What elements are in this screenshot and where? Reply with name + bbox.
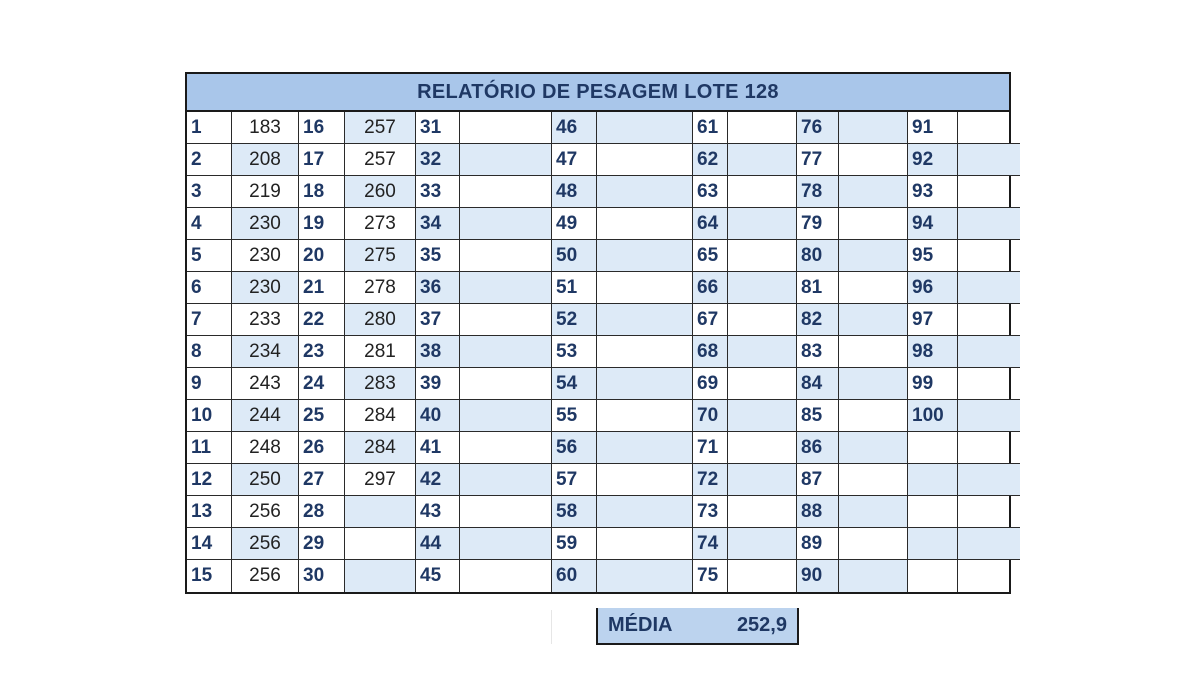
slot-number: 25	[299, 400, 345, 432]
weight-value: 230	[232, 208, 299, 240]
weight-value	[597, 432, 693, 464]
weight-value: 257	[345, 112, 416, 144]
slot-number: 76	[797, 112, 839, 144]
weight-value	[839, 336, 908, 368]
slot-number: 33	[416, 176, 460, 208]
weight-value	[597, 560, 693, 592]
weight-value	[958, 304, 1020, 336]
slot-number: 29	[299, 528, 345, 560]
weight-value	[460, 368, 552, 400]
slot-number: 10	[187, 400, 232, 432]
slot-number: 49	[552, 208, 597, 240]
slot-number: 51	[552, 272, 597, 304]
slot-number: 64	[693, 208, 728, 240]
slot-number: 7	[187, 304, 232, 336]
slot-number: 80	[797, 240, 839, 272]
report-title: RELATÓRIO DE PESAGEM LOTE 128	[187, 74, 1009, 112]
slot-number: 79	[797, 208, 839, 240]
weight-value	[597, 400, 693, 432]
average-box	[596, 608, 799, 645]
slot-number: 100	[908, 400, 958, 432]
slot-number: 4	[187, 208, 232, 240]
weight-value	[345, 528, 416, 560]
slot-number: 48	[552, 176, 597, 208]
weight-value: 248	[232, 432, 299, 464]
weight-value	[728, 304, 797, 336]
slot-number: 37	[416, 304, 460, 336]
slot-number: 72	[693, 464, 728, 496]
slot-number: 32	[416, 144, 460, 176]
weight-value	[958, 336, 1020, 368]
slot-number: 14	[187, 528, 232, 560]
weight-value	[460, 496, 552, 528]
weight-value	[597, 144, 693, 176]
weight-value	[958, 400, 1020, 432]
weighing-report-table	[185, 72, 1011, 594]
slot-number: 54	[552, 368, 597, 400]
slot-number: 8	[187, 336, 232, 368]
slot-number: 99	[908, 368, 958, 400]
weight-value	[597, 208, 693, 240]
weight-value	[345, 560, 416, 592]
weight-value: 256	[232, 560, 299, 592]
weight-value	[958, 144, 1020, 176]
weight-value: 256	[232, 528, 299, 560]
slot-number	[908, 496, 958, 528]
weight-value	[597, 176, 693, 208]
weight-value	[597, 464, 693, 496]
slot-number: 94	[908, 208, 958, 240]
divider-line	[551, 610, 552, 644]
weight-value	[597, 336, 693, 368]
slot-number: 45	[416, 560, 460, 592]
slot-number: 92	[908, 144, 958, 176]
weight-value: 284	[345, 400, 416, 432]
weight-value: 275	[345, 240, 416, 272]
weight-value	[958, 112, 1020, 144]
weight-value	[460, 144, 552, 176]
weight-value	[460, 176, 552, 208]
slot-number: 91	[908, 112, 958, 144]
slot-number: 16	[299, 112, 345, 144]
slot-number: 82	[797, 304, 839, 336]
slot-number: 39	[416, 368, 460, 400]
weight-value	[958, 368, 1020, 400]
slot-number: 15	[187, 560, 232, 592]
weight-value	[728, 112, 797, 144]
weight-value	[958, 464, 1020, 496]
weight-value	[728, 336, 797, 368]
slot-number: 55	[552, 400, 597, 432]
weight-value: 273	[345, 208, 416, 240]
slot-number	[908, 528, 958, 560]
slot-number: 28	[299, 496, 345, 528]
slot-number: 2	[187, 144, 232, 176]
weight-value	[460, 240, 552, 272]
weight-value: 219	[232, 176, 299, 208]
slot-number: 57	[552, 464, 597, 496]
slot-number: 38	[416, 336, 460, 368]
slot-number: 78	[797, 176, 839, 208]
slot-number: 17	[299, 144, 345, 176]
slot-number: 81	[797, 272, 839, 304]
slot-number: 42	[416, 464, 460, 496]
weight-value: 257	[345, 144, 416, 176]
weight-value	[460, 432, 552, 464]
slot-number: 5	[187, 240, 232, 272]
slot-number: 41	[416, 432, 460, 464]
slot-number: 18	[299, 176, 345, 208]
slot-number: 84	[797, 368, 839, 400]
weight-value	[839, 560, 908, 592]
weight-value	[958, 432, 1020, 464]
slot-number: 87	[797, 464, 839, 496]
weight-value	[728, 528, 797, 560]
slot-number: 44	[416, 528, 460, 560]
slot-number: 86	[797, 432, 839, 464]
slot-number: 75	[693, 560, 728, 592]
slot-number: 83	[797, 336, 839, 368]
weight-value	[597, 496, 693, 528]
weight-value: 183	[232, 112, 299, 144]
slot-number	[908, 464, 958, 496]
weight-value: 233	[232, 304, 299, 336]
weight-value	[839, 496, 908, 528]
slot-number: 23	[299, 336, 345, 368]
slot-number: 27	[299, 464, 345, 496]
weight-value	[597, 368, 693, 400]
weight-value	[839, 368, 908, 400]
weight-value	[460, 272, 552, 304]
slot-number: 77	[797, 144, 839, 176]
weight-value	[958, 496, 1020, 528]
weight-value	[839, 112, 908, 144]
slot-number: 96	[908, 272, 958, 304]
weight-value	[460, 304, 552, 336]
weight-value	[958, 528, 1020, 560]
weight-value	[728, 464, 797, 496]
slot-number	[908, 560, 958, 592]
weight-value	[958, 208, 1020, 240]
slot-number: 67	[693, 304, 728, 336]
weight-value	[839, 240, 908, 272]
weight-value	[839, 400, 908, 432]
weight-value: 256	[232, 496, 299, 528]
weight-value	[728, 208, 797, 240]
weight-value	[839, 432, 908, 464]
weight-value	[460, 528, 552, 560]
average-value: 252,9	[736, 614, 787, 636]
slot-number: 93	[908, 176, 958, 208]
weight-value	[839, 304, 908, 336]
slot-number: 73	[693, 496, 728, 528]
slot-number: 85	[797, 400, 839, 432]
slot-number: 20	[299, 240, 345, 272]
weight-value	[728, 432, 797, 464]
slot-number: 13	[187, 496, 232, 528]
slot-number: 46	[552, 112, 597, 144]
weight-value	[345, 496, 416, 528]
weight-value: 281	[345, 336, 416, 368]
slot-number: 66	[693, 272, 728, 304]
slot-number: 6	[187, 272, 232, 304]
weight-value	[958, 272, 1020, 304]
slot-number: 22	[299, 304, 345, 336]
slot-number: 47	[552, 144, 597, 176]
weight-value: 283	[345, 368, 416, 400]
weight-value: 234	[232, 336, 299, 368]
slot-number: 88	[797, 496, 839, 528]
slot-number: 59	[552, 528, 597, 560]
weight-value: 244	[232, 400, 299, 432]
weight-value: 278	[345, 272, 416, 304]
slot-number: 43	[416, 496, 460, 528]
weight-value	[460, 464, 552, 496]
slot-number: 53	[552, 336, 597, 368]
weight-value	[728, 240, 797, 272]
weight-value	[728, 176, 797, 208]
slot-number: 19	[299, 208, 345, 240]
weight-value	[597, 272, 693, 304]
weight-value: 297	[345, 464, 416, 496]
weight-value	[597, 528, 693, 560]
slot-number: 35	[416, 240, 460, 272]
weight-value	[460, 400, 552, 432]
weight-value	[839, 144, 908, 176]
slot-number: 31	[416, 112, 460, 144]
weight-value	[460, 560, 552, 592]
slot-number: 71	[693, 432, 728, 464]
weight-grid	[187, 112, 1009, 592]
slot-number: 60	[552, 560, 597, 592]
slot-number: 26	[299, 432, 345, 464]
slot-number: 36	[416, 272, 460, 304]
slot-number: 98	[908, 336, 958, 368]
slot-number: 34	[416, 208, 460, 240]
slot-number: 69	[693, 368, 728, 400]
slot-number: 95	[908, 240, 958, 272]
weight-value	[839, 464, 908, 496]
weight-value	[839, 272, 908, 304]
slot-number: 11	[187, 432, 232, 464]
slot-number: 1	[187, 112, 232, 144]
slot-number: 63	[693, 176, 728, 208]
slot-number: 65	[693, 240, 728, 272]
weight-value	[728, 368, 797, 400]
weight-value: 250	[232, 464, 299, 496]
weight-value: 284	[345, 432, 416, 464]
weight-value: 243	[232, 368, 299, 400]
weight-value	[460, 208, 552, 240]
weight-value	[460, 336, 552, 368]
weight-value	[839, 176, 908, 208]
slot-number: 58	[552, 496, 597, 528]
weight-value: 230	[232, 240, 299, 272]
weight-value	[728, 272, 797, 304]
weight-value	[958, 240, 1020, 272]
weight-value: 280	[345, 304, 416, 336]
slot-number: 21	[299, 272, 345, 304]
slot-number: 52	[552, 304, 597, 336]
weight-value	[597, 240, 693, 272]
slot-number: 97	[908, 304, 958, 336]
weight-value	[460, 112, 552, 144]
weight-value	[597, 304, 693, 336]
slot-number: 61	[693, 112, 728, 144]
slot-number: 12	[187, 464, 232, 496]
slot-number: 70	[693, 400, 728, 432]
slot-number: 56	[552, 432, 597, 464]
average-label: MÉDIA	[608, 614, 673, 636]
slot-number	[908, 432, 958, 464]
slot-number: 68	[693, 336, 728, 368]
slot-number: 24	[299, 368, 345, 400]
weight-value	[958, 560, 1020, 592]
slot-number: 90	[797, 560, 839, 592]
slot-number: 89	[797, 528, 839, 560]
slot-number: 40	[416, 400, 460, 432]
weight-value	[728, 496, 797, 528]
weight-value	[839, 208, 908, 240]
slot-number: 3	[187, 176, 232, 208]
weight-value	[728, 144, 797, 176]
weight-value	[728, 400, 797, 432]
slot-number: 50	[552, 240, 597, 272]
weight-value: 260	[345, 176, 416, 208]
slot-number: 74	[693, 528, 728, 560]
weight-value	[839, 528, 908, 560]
slot-number: 30	[299, 560, 345, 592]
weight-value: 230	[232, 272, 299, 304]
weight-value: 208	[232, 144, 299, 176]
weight-value	[728, 560, 797, 592]
slot-number: 62	[693, 144, 728, 176]
slot-number: 9	[187, 368, 232, 400]
weight-value	[958, 176, 1020, 208]
weight-value	[597, 112, 693, 144]
